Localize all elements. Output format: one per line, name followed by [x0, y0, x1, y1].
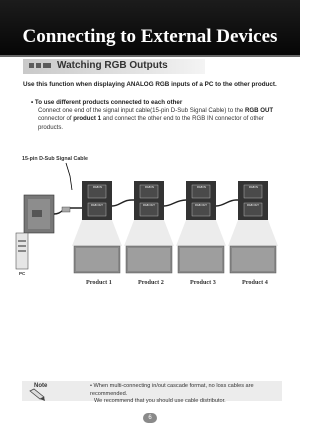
desc-part-3: and connect the other end to the RGB IN connector of other products.	[38, 115, 264, 131]
port-in-label: RGB IN	[93, 186, 102, 189]
product-4-label: Product 4	[242, 279, 268, 286]
port-in-label: RGB IN	[197, 186, 206, 189]
cable-label: 15-pin D-Sub Signal Cable	[22, 156, 88, 162]
note-box	[22, 381, 282, 404]
connection-diagram	[0, 150, 300, 290]
section-heading	[23, 59, 205, 74]
product-2-monitor	[124, 181, 174, 286]
note-text	[90, 383, 282, 406]
note-line-2: We recommend that you should use cable distributor.	[94, 398, 226, 404]
product-1-monitor	[72, 181, 122, 286]
port-in-label: RGB IN	[249, 186, 258, 189]
product-1-label: Product 1	[86, 279, 112, 286]
product-3-monitor	[176, 181, 226, 286]
intro-text: Use this function when displaying ANALOG RGB inputs of a PC to the other product.	[23, 81, 277, 88]
desc-part-2: connector of	[38, 115, 74, 123]
desc-part-1: Connect one end of the signal input cable(15-pin D-Sub Signal Cable) to the	[38, 107, 245, 114]
product-4-monitor	[228, 181, 278, 286]
bullet-description	[38, 107, 283, 132]
page-title: Connecting to External Devices	[22, 26, 278, 47]
section-heading-label: Watching RGB Outputs	[57, 60, 168, 71]
port-out-label: RGB OUT	[91, 204, 103, 207]
banner-divider	[0, 55, 300, 57]
note-tag: Note	[34, 383, 48, 389]
page-number: 6	[143, 413, 157, 423]
note-line-1: • When multi-connecting in/out cascade format, no loss cables are recommended.	[90, 383, 254, 397]
port-in-label: RGB IN	[145, 186, 154, 189]
product-2-label: Product 2	[138, 279, 164, 286]
port-out-label: RGB OUT	[247, 204, 259, 207]
port-out-label: RGB OUT	[143, 204, 155, 207]
section-dots-icon	[29, 63, 53, 81]
pc-tower	[16, 195, 54, 276]
title-banner	[0, 0, 300, 57]
desc-product-1: product 1	[73, 115, 101, 123]
pc-label: PC	[19, 271, 26, 276]
port-out-label: RGB OUT	[195, 204, 207, 207]
desc-rgb-out: RGB OUT	[244, 107, 274, 114]
product-3-label: Product 3	[190, 279, 216, 286]
bullet-heading: • To use different products connected to each other	[31, 99, 183, 106]
